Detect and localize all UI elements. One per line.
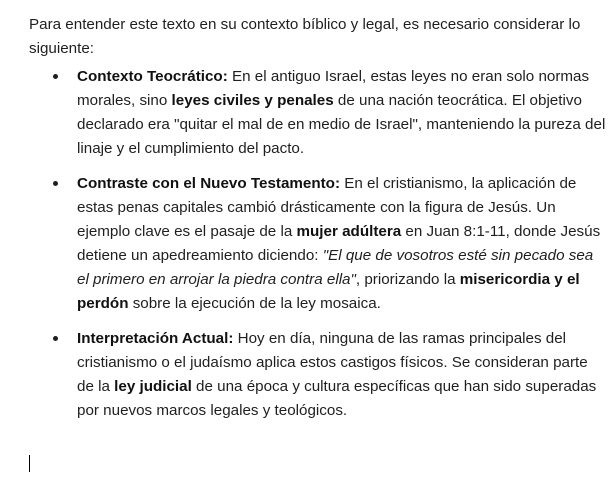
bullet-text: En el cristianismo, la aplicación de estas penas capitales cambió drásticamente con la figura de Jesús. Un ejemplo clave es el pasaje de la: [77, 175, 577, 240]
bullet-emphasis: ley judicial: [114, 378, 192, 395]
bullet-text: en Juan 8:1-11, donde Jesús detiene un apedreamiento diciendo:: [77, 223, 601, 264]
bullet-title: Interpretación Actual:: [77, 330, 234, 347]
bullet-item-interpretacion-actual: [29, 327, 607, 423]
document-body: [29, 13, 607, 434]
bullet-dot-icon: [53, 336, 58, 341]
bullet-dot-icon: [53, 74, 58, 79]
bullet-text: En el antiguo Israel, estas leyes no eran solo normas morales, sino: [77, 68, 590, 109]
bullet-title: Contexto Teocrático:: [77, 68, 228, 85]
bullet-list: [29, 65, 607, 423]
bullet-dot-icon: [53, 181, 58, 186]
bullet-text: , priorizando la: [355, 271, 460, 288]
intro-paragraph: Para entender este texto en su contexto bíblico y legal, es necesario considerar lo siguiente:: [29, 16, 581, 57]
bullet-item-contraste-nuevo-testamento: [29, 172, 607, 316]
bullet-text: de una nación teocrática. El objetivo declarado era "quitar el mal de en medio de Israel", manteniendo la pureza del linaje y el cumplimiento del pacto.: [77, 92, 606, 157]
bullet-text: sobre la ejecución de la ley mosaica.: [128, 295, 381, 312]
bullet-emphasis: mujer adúltera: [296, 223, 402, 240]
bullet-emphasis: misericordia y el perdón: [77, 271, 580, 312]
bullet-quote: "El que de vosotros esté sin pecado sea el primero en arrojar la piedra contra ella": [77, 247, 594, 288]
bullet-emphasis: leyes civiles y penales: [171, 92, 334, 109]
text-cursor[interactable]: [29, 455, 30, 472]
bullet-item-contexto-teocratico: [29, 65, 607, 161]
bullet-title: Contraste con el Nuevo Testamento:: [77, 175, 341, 192]
bullet-text: de una época y cultura específicas que han sido superadas por nuevos marcos legales y teológicos.: [77, 378, 597, 419]
bullet-text: Hoy en día, ninguna de las ramas principales del cristianismo o el judaísmo aplica estos castigos físicos. Se consideran parte de la: [77, 330, 588, 395]
